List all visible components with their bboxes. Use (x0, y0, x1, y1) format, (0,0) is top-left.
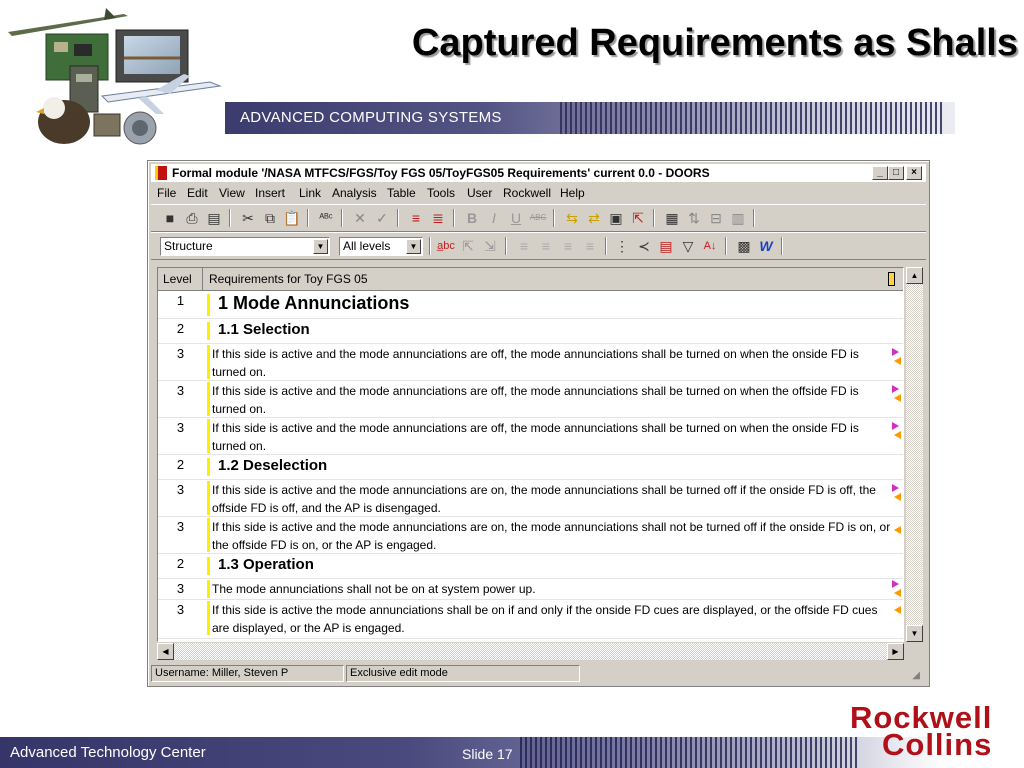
level-select[interactable] (339, 237, 423, 256)
row-level: 2 (176, 457, 185, 472)
aerospace-collage-image (6, 4, 228, 152)
links-icon[interactable]: ≺ (638, 238, 650, 254)
underline-icon[interactable]: U (510, 210, 522, 226)
row-heading: 1.3 Operation (218, 556, 314, 573)
doors-app-icon (155, 166, 167, 180)
table-row[interactable] (158, 319, 903, 344)
footer-organization: Advanced Technology Center (10, 744, 206, 761)
menu-rockwell[interactable]: Rockwell (503, 186, 552, 200)
status-edit-mode: Exclusive edit mode (346, 665, 580, 682)
outline-icon[interactable]: ⊟ (710, 210, 722, 226)
doors-window (147, 160, 930, 687)
row-requirement-text: If this side is active the mode annunciations shall be on if and only if the onside FD cues are displayed, or the offside FD cues are displayed, or the AP is engaged. (212, 603, 878, 635)
document-icon[interactable]: ▤ (659, 238, 673, 254)
toolbar-separator (397, 209, 399, 227)
toolbar-separator (453, 209, 455, 227)
level-structure-icon[interactable]: ⋮ (615, 238, 629, 254)
row-level: 3 (176, 602, 185, 617)
row-level: 2 (176, 321, 185, 336)
row-level: 1 (176, 293, 185, 308)
demote-icon[interactable]: ⇲ (484, 238, 496, 254)
incoming-link-icon[interactable] (894, 606, 901, 614)
resize-grip-icon[interactable]: ◢ (912, 670, 920, 681)
toolbar-separator (505, 237, 507, 255)
align-right-icon[interactable]: ≡ (563, 238, 573, 254)
incoming-link-icon[interactable] (894, 493, 901, 501)
table-row[interactable] (158, 600, 903, 639)
delete-link-icon[interactable]: ⇱ (632, 210, 644, 226)
confirm-icon[interactable]: ✓ (376, 210, 388, 226)
vertical-scrollbar[interactable] (906, 267, 923, 642)
outgoing-link-icon[interactable] (892, 385, 899, 393)
sort-az-icon[interactable]: A↓ (703, 240, 717, 252)
italic-icon[interactable]: I (492, 210, 496, 226)
sort-icon[interactable]: ⇅ (688, 210, 700, 226)
table-icon[interactable]: ▦ (665, 210, 679, 226)
table-row[interactable] (158, 579, 903, 600)
toolbar-separator (429, 237, 431, 255)
toolbar-separator (229, 209, 231, 227)
object-marker-bar (207, 322, 210, 340)
save-icon[interactable]: ■ (165, 210, 175, 226)
incoming-link-icon[interactable] (894, 394, 901, 402)
row-requirement-text: If this side is active and the mode annunciations are off, the mode annunciations shall be turned on when the onside FD is turned on. (212, 347, 859, 379)
link-icon[interactable]: ⇆ (566, 210, 578, 226)
insert-below-icon[interactable]: ≡ (411, 210, 421, 226)
paste-icon[interactable]: 📋 (283, 210, 301, 226)
banner-barcode-pattern (560, 102, 945, 134)
row-level: 3 (176, 519, 185, 534)
toolbar-separator (307, 209, 309, 227)
object-marker-bar (207, 458, 210, 476)
table-row[interactable] (158, 381, 903, 418)
row-heading: 1.2 Deselection (218, 457, 328, 474)
logo-line-1: Rockwell (849, 700, 993, 735)
insert-level-icon[interactable]: ≣ (432, 210, 444, 226)
menu-insert[interactable]: Insert (255, 186, 286, 200)
toolbar-separator (725, 237, 727, 255)
table-row[interactable] (158, 554, 903, 579)
row-level: 2 (176, 556, 185, 571)
object-marker-bar (207, 580, 210, 598)
scroll-down-icon[interactable]: ▼ (906, 625, 923, 642)
view-select[interactable] (160, 237, 330, 256)
bold-icon[interactable]: B (466, 210, 478, 226)
object-marker-bar (207, 382, 210, 416)
word-export-icon[interactable]: W (759, 238, 773, 254)
menu-bar (151, 184, 926, 202)
print-icon[interactable]: ⎙ (186, 210, 198, 226)
table-row[interactable] (158, 418, 903, 455)
incoming-link-icon[interactable] (894, 526, 901, 534)
menu-table[interactable]: Table (387, 186, 416, 200)
column-options-icon[interactable] (888, 272, 895, 286)
export-icon[interactable]: ▩ (737, 238, 751, 254)
chevron-down-icon[interactable]: ▼ (313, 239, 328, 254)
toolbar-separator (781, 237, 783, 255)
grid-icon[interactable]: ▥ (731, 210, 745, 226)
horizontal-scrollbar[interactable] (157, 643, 904, 660)
row-requirement-text: If this side is active and the mode annunciations are on, the mode annunciations shall be turned off if the onside FD is off, the offside FD is off, and the AP is disengaged. (212, 483, 876, 515)
menu-link[interactable]: Link (299, 186, 322, 200)
table-row[interactable] (158, 455, 903, 480)
toolbar-separator (341, 209, 343, 227)
row-level: 3 (176, 482, 185, 497)
status-bar (151, 664, 926, 683)
level-select-value: All levels (343, 239, 391, 253)
slide-title: Captured Requirements as Shalls (411, 22, 1018, 64)
view-select-value: Structure (164, 239, 213, 253)
spellcheck-icon[interactable]: ᴬᴮᶜ (319, 212, 333, 224)
toolbar-separator (753, 209, 755, 227)
standard-toolbar (151, 204, 926, 232)
properties-icon[interactable]: ▤ (207, 210, 221, 226)
scroll-corner (906, 643, 923, 660)
menu-analysis[interactable]: Analysis (332, 186, 377, 200)
table-row[interactable] (158, 517, 903, 554)
row-requirement-text: If this side is active and the mode annunciations are on, the mode annunciations shall not be turned off if the onside FD is on, or the offside FD is on, or the AP is engaged. (212, 520, 891, 552)
cancel-icon[interactable]: ✕ (354, 210, 366, 226)
outgoing-link-icon[interactable] (892, 422, 899, 430)
link-target-icon[interactable]: ⇄ (588, 210, 600, 226)
minimize-button[interactable]: _ (872, 166, 888, 180)
window-titlebar[interactable] (151, 164, 926, 182)
row-level: 3 (176, 420, 185, 435)
requirements-grid (157, 267, 904, 642)
maximize-button[interactable]: □ (888, 166, 904, 180)
row-heading: 1 Mode Annunciations (218, 293, 410, 313)
toolbar-separator (653, 209, 655, 227)
menu-file[interactable]: File (157, 186, 177, 200)
incoming-link-icon[interactable] (894, 589, 901, 597)
object-marker-bar (207, 601, 210, 635)
close-button[interactable]: × (906, 166, 922, 180)
row-level: 3 (176, 346, 185, 361)
row-level: 3 (176, 581, 185, 596)
object-marker-bar (207, 345, 210, 379)
table-row[interactable] (158, 480, 903, 517)
object-marker-bar (207, 419, 210, 453)
abc-filter-icon[interactable]: a̲bc (437, 240, 455, 252)
table-row[interactable] (158, 344, 903, 381)
table-row[interactable] (158, 291, 903, 319)
promote-icon[interactable]: ⇱ (462, 238, 474, 254)
filter-icon[interactable]: ▽ (682, 238, 694, 254)
incoming-link-icon[interactable] (894, 357, 901, 365)
incoming-link-icon[interactable] (894, 431, 901, 439)
outgoing-link-icon[interactable] (892, 580, 899, 588)
grid-header (158, 268, 903, 291)
toolbar-separator (553, 209, 555, 227)
menu-view[interactable]: View (219, 186, 245, 200)
column-header-level[interactable]: Level (158, 268, 203, 290)
slide-number: Slide 17 (462, 746, 513, 762)
outgoing-link-icon[interactable] (892, 484, 899, 492)
menu-help[interactable]: Help (560, 186, 585, 200)
column-header-requirements[interactable]: Requirements for Toy FGS 05 (209, 272, 368, 286)
footer-barcode-pattern (520, 737, 860, 768)
window-title: Formal module '/NASA MTFCS/FGS/Toy FGS 05/ToyFGS05 Requirements' current 0.0 - DOORS (172, 166, 710, 180)
row-requirement-text: The mode annunciations shall not be on at system power up. (212, 582, 536, 596)
cut-icon[interactable]: ✂ (242, 210, 254, 226)
chevron-down-icon[interactable]: ▼ (406, 239, 421, 254)
object-marker-bar (207, 481, 210, 515)
row-requirement-text: If this side is active and the mode annunciations are off, the mode annunciations shall be turned on when the offside FD is turned on. (212, 384, 859, 416)
menu-tools[interactable]: Tools (427, 186, 456, 200)
scroll-up-icon[interactable]: ▲ (906, 267, 923, 284)
row-heading: 1.1 Selection (218, 321, 310, 338)
copy-icon[interactable]: ⧉ (265, 210, 275, 226)
logo-line-2: Collins (882, 727, 993, 762)
view-toolbar (151, 232, 926, 260)
align-left-icon[interactable]: ≡ (519, 238, 529, 254)
menu-user[interactable]: User (467, 186, 493, 200)
banner-text: ADVANCED COMPUTING SYSTEMS (240, 109, 502, 126)
strikethrough-icon[interactable]: ABC (529, 213, 547, 222)
scroll-right-icon[interactable]: ▶ (887, 643, 904, 660)
row-level: 3 (176, 383, 185, 398)
status-username: Username: Miller, Steven P (151, 665, 344, 682)
row-requirement-text: If this side is active and the mode annunciations are off, the mode annunciations shall be turned on when the onside FD is turned on. (212, 421, 859, 453)
scroll-left-icon[interactable]: ◀ (157, 643, 174, 660)
link-props-icon[interactable]: ▣ (609, 210, 623, 226)
object-marker-bar (207, 294, 210, 316)
align-justify-icon[interactable]: ≡ (585, 238, 595, 254)
object-marker-bar (207, 557, 210, 575)
company-logo (848, 700, 993, 762)
toolbar-separator (605, 237, 607, 255)
align-center-icon[interactable]: ≡ (541, 238, 551, 254)
object-marker-bar (207, 518, 210, 552)
menu-edit[interactable]: Edit (187, 186, 208, 200)
outgoing-link-icon[interactable] (892, 348, 899, 356)
